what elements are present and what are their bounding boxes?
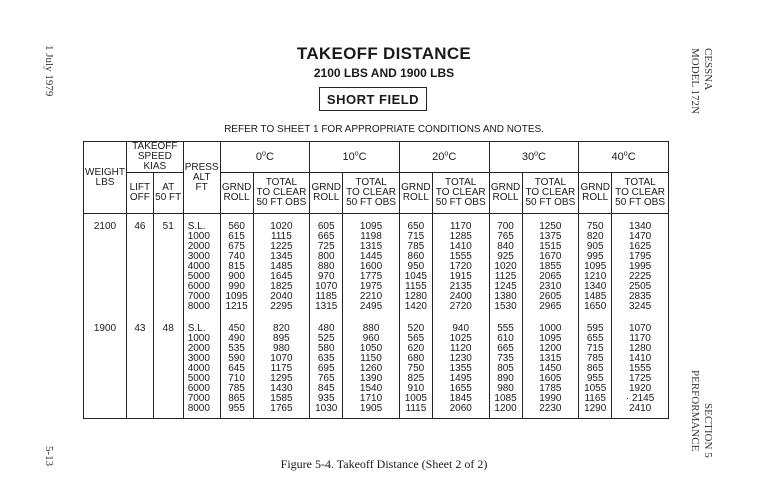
grnd-roll-header-40: GRND ROLL xyxy=(579,173,612,214)
at50-header: AT 50 FT xyxy=(153,173,183,214)
grnd-roll-0c: 450 490 535 590 645 710 785 865 955 xyxy=(220,316,253,419)
liftoff-cell: 43 xyxy=(127,316,154,419)
grnd-roll-0c: 560 615 675 740 815 900 990 1095 1215 xyxy=(220,214,253,317)
liftoff-header: LIFT OFF xyxy=(127,173,154,214)
grnd-roll-header-0: GRND ROLL xyxy=(220,173,253,214)
weight-cell: 2100 xyxy=(84,214,127,317)
takeoff-speed-header: TAKEOFF SPEED KIAS xyxy=(127,142,184,173)
total-header-0: TOTAL TO CLEAR 50 FT OBS xyxy=(253,173,310,214)
total-header-20: TOTAL TO CLEAR 50 FT OBS xyxy=(432,173,489,214)
grnd-roll-header-30: GRND ROLL xyxy=(489,173,522,214)
temp-header-20: 20$^o$C xyxy=(399,142,489,173)
grnd-roll-30c: 555 610 665 735 805 890 980 1085 1200 xyxy=(489,316,522,419)
issue-date: 1 July 1979 xyxy=(43,45,55,97)
section-number: SECTION 5 xyxy=(702,403,714,458)
grnd-roll-header-10: GRND ROLL xyxy=(310,173,343,214)
refer-note: REFER TO SHEET 1 FOR APPROPRIATE CONDITIONS AND NOTES. xyxy=(224,124,544,135)
total-header-30: TOTAL TO CLEAR 50 FT OBS xyxy=(522,173,579,214)
grnd-roll-40c: 750 820 905 995 1095 1210 1340 1485 1650 xyxy=(579,214,612,317)
grnd-roll-20c: 650 715 785 860 950 1045 1155 1280 1420 xyxy=(399,214,432,317)
total-0c: 1020 1115 1225 1345 1485 1645 1825 2040 2295 xyxy=(253,214,310,317)
total-30c: 1250 1375 1515 1670 1855 2065 2310 2605 2965 xyxy=(522,214,579,317)
at50-cell: 51 xyxy=(153,214,183,317)
total-10c: 1095 1198 1315 1445 1600 1775 1975 2210 2495 xyxy=(343,214,400,317)
altitude-cell: S.L. 1000 2000 3000 4000 5000 6000 7000 8000 xyxy=(183,316,220,419)
total-header-10: TOTAL TO CLEAR 50 FT OBS xyxy=(343,173,400,214)
at50-cell: 48 xyxy=(153,316,183,419)
section-name: PERFORMANCE xyxy=(689,370,701,452)
altitude-cell: S.L. 1000 2000 3000 4000 5000 6000 7000 8000 xyxy=(183,214,220,317)
liftoff-cell: 46 xyxy=(127,214,154,317)
takeoff-distance-table xyxy=(83,141,669,419)
grnd-roll-40c: 595 655 715 785 865 955 1055 1165 1290 xyxy=(579,316,612,419)
page-number: 5-13 xyxy=(43,446,55,467)
grnd-roll-10c: 605 665 725 800 880 970 1070 1185 1315 xyxy=(310,214,343,317)
table-row-1900 xyxy=(84,316,669,419)
weight-cell: 1900 xyxy=(84,316,127,419)
temp-header-40: 40$^o$C xyxy=(579,142,669,173)
weight-header: WEIGHT LBS xyxy=(84,142,127,214)
page-subtitle: 2100 LBS AND 1900 LBS xyxy=(313,66,455,80)
figure-caption: Figure 5-4. Takeoff Distance (Sheet 2 of 2) xyxy=(280,457,488,471)
grnd-roll-header-20: GRND ROLL xyxy=(399,173,432,214)
temp-header-0: 0$^o$C xyxy=(220,142,310,173)
short-field-label: SHORT FIELD xyxy=(326,91,420,107)
model-label: MODEL 172N xyxy=(689,48,701,114)
total-0c: 820 895 980 1070 1175 1295 1430 1585 1765 xyxy=(253,316,310,419)
total-40c: 1070 1170 1280 1410 1555 1725 1920 · 2145 2410 xyxy=(612,316,669,419)
total-40c: 1340 1470 1625 1795 1995 2225 2505 2835 3245 xyxy=(612,214,669,317)
total-header-40: TOTAL TO CLEAR 50 FT OBS xyxy=(612,173,669,214)
table-row-2100 xyxy=(84,214,669,317)
grnd-roll-10c: 480 525 580 635 695 765 845 935 1030 xyxy=(310,316,343,419)
total-30c: 1000 1095 1200 1315 1450 1605 1785 1990 2230 xyxy=(522,316,579,419)
total-10c: 880 960 1050 1150 1260 1390 1540 1710 1905 xyxy=(343,316,400,419)
grnd-roll-20c: 520 565 620 680 750 825 910 1005 1115 xyxy=(399,316,432,419)
short-field-box xyxy=(319,87,427,111)
temp-header-10: 10$^o$C xyxy=(310,142,400,173)
grnd-roll-30c: 700 765 840 925 1020 1125 1245 1380 1530 xyxy=(489,214,522,317)
temp-header-30: 30$^o$C xyxy=(489,142,579,173)
press-alt-header: PRESS ALT FT xyxy=(183,142,220,214)
brand-label: CESSNA xyxy=(702,48,714,91)
total-20c: 940 1025 1120 1230 1355 1495 1655 1845 2060 xyxy=(432,316,489,419)
total-20c: 1170 1285 1410 1555 1720 1915 2135 2400 2720 xyxy=(432,214,489,317)
page-title: TAKEOFF DISTANCE xyxy=(296,44,472,63)
